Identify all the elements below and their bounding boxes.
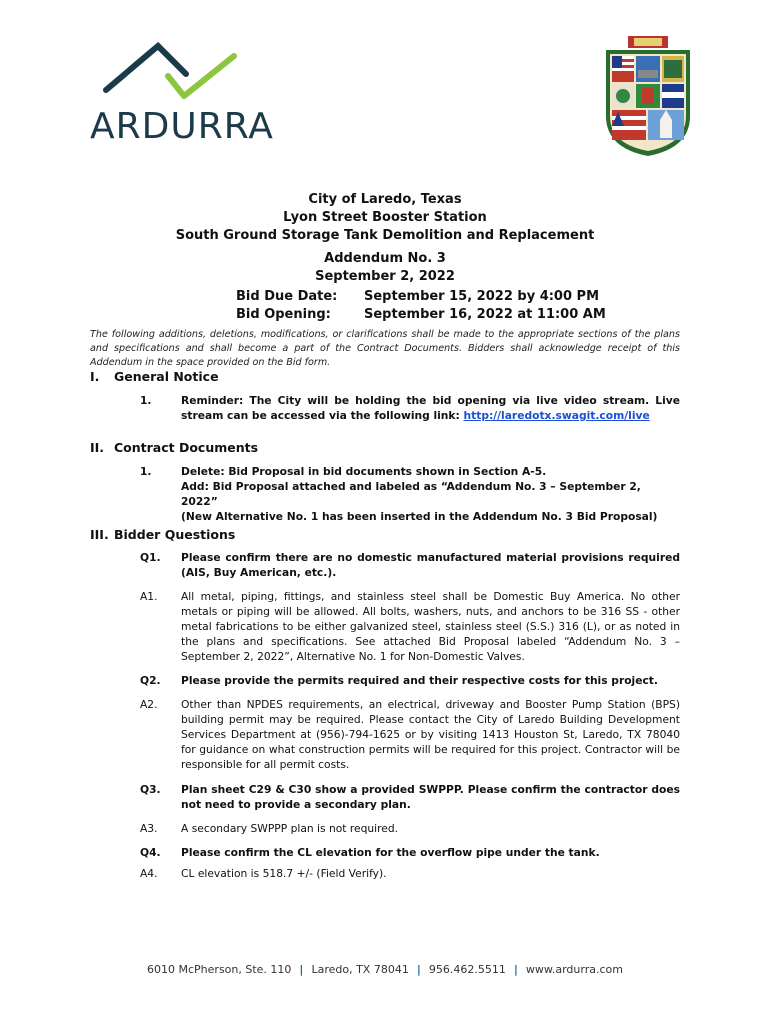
footer-separator: |: [299, 963, 304, 976]
section-number: III.: [90, 527, 109, 542]
header-city: City of Laredo, Texas: [308, 192, 462, 207]
section-bidder-questions: [90, 527, 235, 542]
bid-opening-value: September 16, 2022 at 11:00 AM: [364, 307, 606, 322]
answer-text: A secondary SWPPP plan is not required.: [181, 822, 399, 835]
question-number: Q3.: [140, 783, 161, 796]
bid-opening-row: [236, 306, 606, 324]
addendum-header: [0, 250, 770, 286]
ardurra-logo: [86, 40, 274, 155]
section-general-notice: [90, 369, 219, 384]
addendum-date: September 2, 2022: [315, 269, 455, 284]
question-number: Q1.: [140, 551, 161, 564]
question-text: Please confirm there are no domestic manufactured material provisions required (AIS, Buy American, etc.).: [181, 551, 680, 579]
logo-wordmark: ARDURRA: [90, 106, 274, 147]
item-number: 1.: [140, 465, 152, 478]
answer-number: A4.: [140, 867, 158, 880]
answer-text: CL elevation is 518.7 +/- (Field Verify).: [181, 867, 387, 880]
footer-separator: |: [513, 963, 518, 976]
answer-text: Other than NPDES requirements, an electrical, driveway and Booster Pump Station (BPS) building permit may be required. Please contact the City of Laredo Building Development Services Department at (956)-794-1625 or by visiting 1413 Houston St, Laredo, TX 78040 for guidance on what construction permits will be required for this project. Contractor will be responsible for all permit costs.: [181, 698, 680, 771]
footer-separator: |: [416, 963, 421, 976]
question-text: Plan sheet C29 & C30 show a provided SWPPP. Please confirm the contractor does not need to provide a secondary plan.: [181, 783, 680, 811]
bid-due-label: Bid Due Date:: [236, 289, 338, 304]
delete-line: Delete: Bid Proposal in bid documents shown in Section A-5.: [181, 465, 547, 478]
section-number: I.: [90, 369, 100, 384]
note-line: (New Alternative No. 1 has been inserted in the Addendum No. 3 Bid Proposal): [181, 510, 658, 523]
document-header: [0, 191, 770, 245]
header-project: Lyon Street Booster Station: [283, 210, 487, 225]
footer-website: www.ardurra.com: [525, 963, 623, 976]
footer-city: Laredo, TX 78041: [311, 963, 409, 976]
section-title: Contract Documents: [114, 440, 259, 455]
answer-number: A2.: [140, 698, 158, 711]
bid-due-value: September 15, 2022 by 4:00 PM: [364, 289, 600, 304]
item-text: [181, 393, 680, 423]
question-text: Please confirm the CL elevation for the overflow pipe under the tank.: [181, 846, 600, 859]
answer-text: All metal, piping, fittings, and stainless steel shall be Domestic Buy America. No other metals or piping will be allowed. All bolts, washers, nuts, and anchors to be 316 SS - other metal fabrications to be either galvanized steel, stainless steel (S.S.) 316 (L), or as noted in the plans and specifications. See attached Bid Proposal labeled “Addendum No. 3 – September 2, 2022”, Alternative No. 1 for Non-Domestic Valves.: [181, 590, 680, 663]
item-number: 1.: [140, 394, 152, 407]
intro-paragraph: The following additions, deletions, modifications, or clarifications shall be made to the appropriate sections of the plans and specifications and shall become a part of the Contract Documents. Bidders shall acknowledge receipt of this Addendum in the space provided on the Bid form.: [90, 329, 680, 368]
section-number: II.: [90, 440, 105, 455]
section-title: General Notice: [114, 369, 219, 384]
section-contract-documents: [90, 440, 258, 455]
answer-number: A3.: [140, 822, 158, 835]
answer-number: A1.: [140, 590, 158, 603]
addendum-number: Addendum No. 3: [324, 251, 446, 266]
footer-phone: 956.462.5511: [428, 963, 506, 976]
item-text: [181, 464, 680, 524]
question-number: Q2.: [140, 674, 161, 687]
bid-due-row: [236, 288, 599, 306]
question-number: Q4.: [140, 846, 161, 859]
add-line: Add: Bid Proposal attached and labeled as “Addendum No. 3 – September 2, 2022”: [181, 480, 641, 508]
mountain-logo-icon: [100, 40, 240, 102]
footer-address: 6010 McPherson, Ste. 110: [147, 963, 292, 976]
question-text: Please provide the permits required and their respective costs for this project.: [181, 674, 658, 687]
page-footer: [0, 963, 770, 976]
live-stream-link[interactable]: http://laredotx.swagit.com/live: [463, 409, 650, 422]
section-title: Bidder Questions: [114, 527, 236, 542]
reminder-text: Reminder: The City will be holding the bid opening via live video stream. Live stream can be accessed via the following link:: [181, 394, 680, 422]
bid-opening-label: Bid Opening:: [236, 307, 331, 322]
header-subtitle: South Ground Storage Tank Demolition and Replacement: [175, 228, 595, 243]
city-seal-icon: [598, 36, 698, 158]
